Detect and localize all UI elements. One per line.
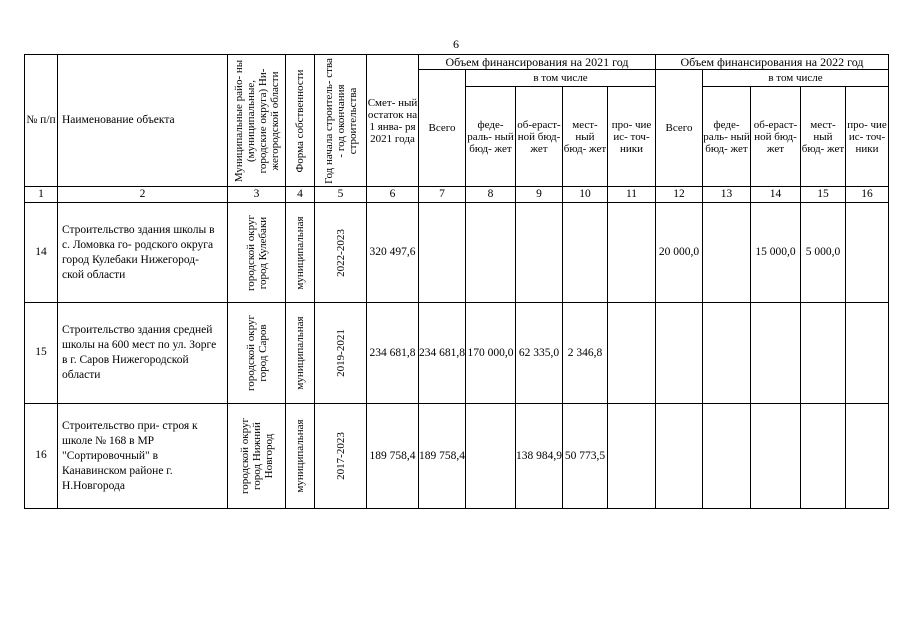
ownership-text: муниципальная <box>294 316 306 390</box>
col-index: 13 <box>703 187 751 203</box>
y2021-other <box>608 404 656 509</box>
column-index-row <box>25 187 889 203</box>
header-ownership-label: Форма собственности <box>294 69 306 172</box>
ownership-text: муниципальная <box>294 419 306 493</box>
col-index: 12 <box>656 187 703 203</box>
ownership-text: муниципальная <box>294 215 306 290</box>
header-2022-total <box>656 70 703 187</box>
y2021-local <box>563 203 608 303</box>
balance-cell: 320 497,6 <box>367 203 419 303</box>
row-num: 16 <box>25 404 58 509</box>
y2022-federal <box>703 404 751 509</box>
years-text: 2022-2023 <box>334 228 347 277</box>
district-cell <box>228 303 286 404</box>
balance-cell: 234 681,8 <box>367 303 419 404</box>
y2021-regional: 62 335,0 <box>516 303 563 404</box>
header-2022-other <box>846 87 889 187</box>
header-2021-other <box>608 87 656 187</box>
header-2021-regional-label: об-ераст- ной бюд- жет <box>517 118 561 155</box>
col-index: 5 <box>315 187 367 203</box>
header-2021-local <box>563 87 608 187</box>
row-num: 14 <box>25 203 58 303</box>
header-2022-regional-label: об-ераст- ной бюд- жет <box>753 118 798 155</box>
col-index: 3 <box>228 187 286 203</box>
header-2022-incl <box>703 70 889 87</box>
header-ownership <box>286 55 315 187</box>
header-2022-federal <box>703 87 751 187</box>
y2022-other <box>846 404 889 509</box>
table-row <box>25 303 889 404</box>
balance-cell: 189 758,4 <box>367 404 419 509</box>
y2022-federal <box>703 203 751 303</box>
y2021-local: 50 773,5 <box>563 404 608 509</box>
y2022-total <box>656 303 703 404</box>
col-index: 9 <box>516 187 563 203</box>
y2021-total <box>419 203 466 303</box>
y2022-regional: 15 000,0 <box>751 203 801 303</box>
years-cell <box>315 203 367 303</box>
y2022-total <box>656 404 703 509</box>
y2022-local <box>801 404 846 509</box>
col-index: 15 <box>801 187 846 203</box>
header-group-2022-label: Объем финансирования на 2022 год <box>680 54 864 69</box>
header-2022-regional <box>751 87 801 187</box>
header-2021-other-label: про- чие ис- точ- ники <box>611 118 652 155</box>
header-balance <box>367 55 419 187</box>
district-cell <box>228 203 286 303</box>
col-index: 14 <box>751 187 801 203</box>
col-index: 7 <box>419 187 466 203</box>
col-index: 10 <box>563 187 608 203</box>
y2022-local: 5 000,0 <box>801 203 846 303</box>
y2021-local: 2 346,8 <box>563 303 608 404</box>
col-index: 8 <box>466 187 516 203</box>
header-name <box>58 55 228 187</box>
header-2021-local-label: мест- ный бюд- жет <box>563 118 607 155</box>
header-num-label: № п/п <box>26 113 56 126</box>
y2021-other <box>608 303 656 404</box>
y2021-other <box>608 203 656 303</box>
y2022-total: 20 000,0 <box>656 203 703 303</box>
y2022-federal <box>703 303 751 404</box>
years-text: 2019-2021 <box>334 329 347 377</box>
header-2022-incl-label: в том числе <box>768 72 823 84</box>
header-2021-regional <box>516 87 563 187</box>
col-index: 6 <box>367 187 419 203</box>
header-2022-total-label: Всего <box>665 122 693 134</box>
header-group-2021 <box>419 55 656 70</box>
header-2022-local <box>801 87 846 187</box>
header-2021-federal <box>466 87 516 187</box>
header-num <box>25 55 58 187</box>
object-name: Строительство при- строя к школе № 168 в МР "Сортировочный" в Канавинском районе г. Н.Новгорода <box>58 404 228 509</box>
y2021-federal <box>466 404 516 509</box>
ownership-cell <box>286 404 315 509</box>
page-number: 6 <box>453 37 459 51</box>
col-index: 11 <box>608 187 656 203</box>
ownership-cell <box>286 203 315 303</box>
y2021-regional: 138 984,9 <box>516 404 563 509</box>
years-cell <box>315 404 367 509</box>
header-years <box>315 55 367 187</box>
object-name: Строительство здания школы в с. Ломовка го- родского округа город Кулебаки Нижегород- ской области <box>58 203 228 303</box>
header-2021-total <box>419 70 466 187</box>
header-balance-label: Смет- ный остаток на 1 янва- ря 2021 года <box>367 96 418 145</box>
header-2021-total-label: Всего <box>428 122 456 134</box>
header-2021-federal-label: феде- раль- ный бюд- жет <box>467 118 514 155</box>
y2022-regional <box>751 303 801 404</box>
ownership-cell <box>286 303 315 404</box>
district-cell <box>228 404 286 509</box>
y2022-other <box>846 303 889 404</box>
header-2021-incl-label: в том числе <box>533 72 588 84</box>
col-index: 2 <box>58 187 228 203</box>
district-text: городской округ город Кулебаки <box>244 214 269 291</box>
header-group-2022 <box>656 55 889 70</box>
header-group-2021-label: Объем финансирования на 2021 год <box>445 54 629 69</box>
col-index: 16 <box>846 187 889 203</box>
header-2022-other-label: про- чие ис- точ- ники <box>847 118 887 155</box>
y2022-regional <box>751 404 801 509</box>
header-years-label: Год начала строитель- ства - год окончания строительства <box>322 57 359 184</box>
table-row <box>25 203 889 303</box>
table-row <box>25 404 889 509</box>
years-cell <box>315 303 367 404</box>
y2021-total: 189 758,4 <box>419 404 466 509</box>
y2021-federal <box>466 203 516 303</box>
header-district-label: Муниципальные райо- ны (муниципальные, городские округа) Ни- жегородской области <box>232 59 281 182</box>
y2021-total: 234 681,8 <box>419 303 466 404</box>
district-text: городской округ город Нижний Новгород <box>238 417 275 495</box>
y2022-local <box>801 303 846 404</box>
header-district <box>228 55 286 187</box>
header-name-label: Наименование объекта <box>62 114 175 126</box>
y2021-federal: 170 000,0 <box>466 303 516 404</box>
years-text: 2017-2023 <box>334 432 347 480</box>
financing-table <box>24 54 889 509</box>
col-index: 1 <box>25 187 58 203</box>
header-2021-incl <box>466 70 656 87</box>
header-2022-local-label: мест- ный бюд- жет <box>801 118 845 155</box>
district-text: городской округ город Саров <box>244 314 269 392</box>
header-2022-federal-label: феде- раль- ный бюд- жет <box>703 118 750 155</box>
y2021-regional <box>516 203 563 303</box>
col-index: 4 <box>286 187 315 203</box>
y2022-other <box>846 203 889 303</box>
object-name: Строительство здания средней школы на 600 мест по ул. Зорге в г. Саров Нижегородской области <box>58 303 228 404</box>
row-num: 15 <box>25 303 58 404</box>
